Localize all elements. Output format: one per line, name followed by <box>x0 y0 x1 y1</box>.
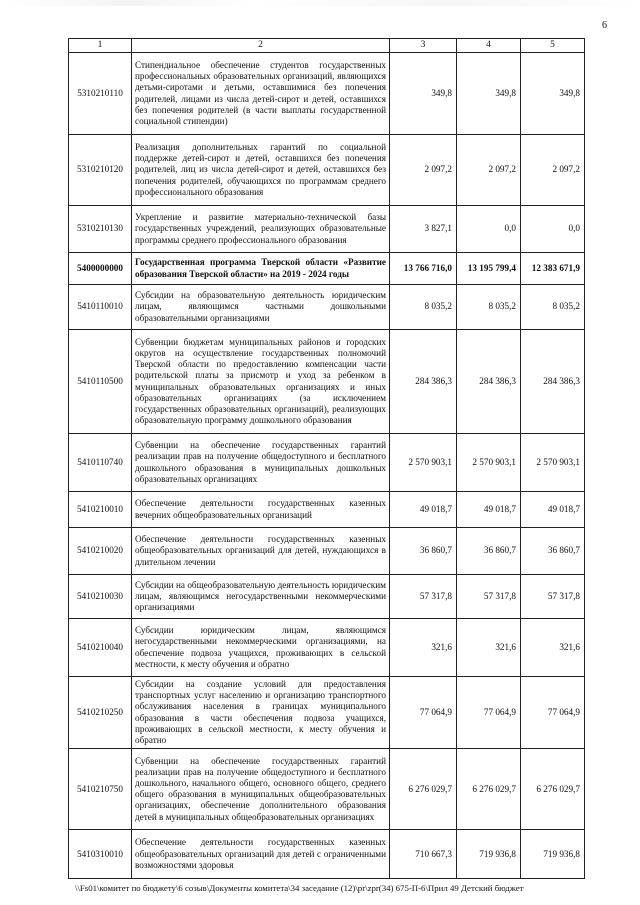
table-row <box>69 285 585 330</box>
row-value-2020: 49 018,7 <box>457 492 521 528</box>
row-value-2020: 57 317,8 <box>457 575 521 619</box>
row-description: Субвенции на обеспечение государственных гарантий реализации прав на получение общедоступного и бесплатного дошкольного, начального общего, основного общего, среднего общего образования в муниципальных общеобразовательных организациях, обеспечение дополнительного образования детей в муниципальных общеобразовательных организациях <box>132 749 390 830</box>
table-row <box>69 492 585 528</box>
row-value-2021: 719 936,8 <box>521 830 585 879</box>
table-row <box>69 619 585 677</box>
row-description: Стипендиальное обеспечение студентов государственных профессиональных образовательных организаций, являющихся детьми-сиротами и детьми, оставшимися без попечения родителей, лицами из числа детей-сирот и детей, оставшихся без попечения родителей (в части выплаты государственной социальной стипендии) <box>132 53 390 135</box>
budget-table <box>68 38 585 879</box>
table-row <box>69 528 585 575</box>
row-description: Реализация дополнительных гарантий по социальной поддержке детей-сирот и детей, оставшихся без попечения родителей, лиц из числа детей-сирот и детей, оставшихся без попечения родителей, обучающихся по программам среднего профессионального образования <box>132 135 390 206</box>
row-value-2019: 321,6 <box>390 619 457 677</box>
row-description: Субвенции на обеспечение государственных гарантий реализации прав на получение общедоступного и бесплатного дошкольного образования в муниципальных дошкольных образовательных организациях <box>132 434 390 492</box>
column-header: 1 <box>69 39 132 53</box>
row-description: Государственная программа Тверской области «Развитие образования Тверской области» на 2019 - 2024 годы <box>132 253 390 285</box>
row-value-2020: 13 195 799,4 <box>457 253 521 285</box>
column-header: 2 <box>132 39 390 53</box>
row-value-2020: 2 097,2 <box>457 135 521 206</box>
column-header: 5 <box>521 39 585 53</box>
row-value-2021: 77 064,9 <box>521 677 585 749</box>
row-value-2020: 36 860,7 <box>457 528 521 575</box>
row-description: Субвенции бюджетам муниципальных районов и городских округов на осуществление государственных полномочий Тверской области по предоставлению компенсации части родительской платы за присмотр и уход за ребенком в муниципальных образовательных организациях и иных образовательных организациях (за исключением государственных образовательных организаций), реализующих образовательную программу дошкольного образования <box>132 330 390 434</box>
row-value-2019: 57 317,8 <box>390 575 457 619</box>
row-value-2021: 57 317,8 <box>521 575 585 619</box>
row-code: 5410210010 <box>69 492 132 528</box>
row-value-2019: 77 064,9 <box>390 677 457 749</box>
row-description: Обеспечение деятельности государственных казенных общеобразовательных организаций для детей, нуждающихся в длительном лечении <box>132 528 390 575</box>
row-description: Обеспечение деятельности государственных казенных общеобразовательных организаций для детей с ограниченными возможностями здоровья <box>132 830 390 879</box>
row-code: 5410210040 <box>69 619 132 677</box>
row-description: Субсидии юридическим лицам, являющимся негосударственными некоммерческими организациями, на обеспечение подвоза учащихся, проживающих в сельской местности, к месту обучения и обратно <box>132 619 390 677</box>
file-path-footer: \\Fs01\комитет по бюджету\6 созыв\Документы комитета\34 заседание (12)\pr\zpr(34) 675-П-6\Прил 49 Детский бюджет <box>75 883 524 893</box>
row-value-2021: 49 018,7 <box>521 492 585 528</box>
row-code: 5410110010 <box>69 285 132 330</box>
row-value-2020: 0,0 <box>457 206 521 253</box>
row-value-2019: 2 097,2 <box>390 135 457 206</box>
row-value-2019: 3 827,1 <box>390 206 457 253</box>
row-value-2019: 349,8 <box>390 53 457 135</box>
row-value-2020: 2 570 903,1 <box>457 434 521 492</box>
row-value-2021: 36 860,7 <box>521 528 585 575</box>
row-description: Укрепление и развитие материально-технической базы государственных учреждений, реализующих образовательные программы среднего профессионального образования <box>132 206 390 253</box>
table-row <box>69 830 585 879</box>
row-value-2020: 719 936,8 <box>457 830 521 879</box>
table-row <box>69 330 585 434</box>
row-code: 5410110500 <box>69 330 132 434</box>
row-value-2021: 0,0 <box>521 206 585 253</box>
row-code: 5410210020 <box>69 528 132 575</box>
row-description: Субсидии на образовательную деятельность юридическим лицам, являющимся частными дошкольными образовательными организациями <box>132 285 390 330</box>
row-value-2020: 349,8 <box>457 53 521 135</box>
row-description: Обеспечение деятельности государственных казенных вечерних общеобразовательных организаций <box>132 492 390 528</box>
row-code: 5310210130 <box>69 206 132 253</box>
row-code: 5410210250 <box>69 677 132 749</box>
row-code: 5410210030 <box>69 575 132 619</box>
row-code: 5410310010 <box>69 830 132 879</box>
row-code: 5310210110 <box>69 53 132 135</box>
row-value-2020: 6 276 029,7 <box>457 749 521 830</box>
row-value-2020: 77 064,9 <box>457 677 521 749</box>
table-row <box>69 677 585 749</box>
row-value-2019: 710 667,3 <box>390 830 457 879</box>
table-row-program <box>69 253 585 285</box>
row-value-2019: 13 766 716,0 <box>390 253 457 285</box>
row-code: 5410110740 <box>69 434 132 492</box>
row-description: Субсидии на создание условий для предоставления транспортных услуг населению и организацию транспортного обслуживания населения в границах муниципального образования в части обеспечения подвоза учащихся, проживающих в сельской местности, к месту обучения и обратно <box>132 677 390 749</box>
row-code: 5400000000 <box>69 253 132 285</box>
table-row <box>69 749 585 830</box>
table-row <box>69 135 585 206</box>
row-code: 5410210750 <box>69 749 132 830</box>
row-description: Субсидии на общеобразовательную деятельность юридическим лицам, являющимся негосударственными некоммерческими организациями <box>132 575 390 619</box>
row-value-2021: 2 570 903,1 <box>521 434 585 492</box>
row-value-2021: 12 383 671,9 <box>521 253 585 285</box>
table-row <box>69 434 585 492</box>
row-code: 5310210120 <box>69 135 132 206</box>
row-value-2021: 8 035,2 <box>521 285 585 330</box>
row-value-2020: 284 386,3 <box>457 330 521 434</box>
column-header: 3 <box>390 39 457 53</box>
table-row <box>69 575 585 619</box>
row-value-2019: 8 035,2 <box>390 285 457 330</box>
row-value-2020: 321,6 <box>457 619 521 677</box>
table-row <box>69 206 585 253</box>
row-value-2019: 36 860,7 <box>390 528 457 575</box>
row-value-2021: 349,8 <box>521 53 585 135</box>
table-row <box>69 53 585 135</box>
column-header: 4 <box>457 39 521 53</box>
row-value-2019: 49 018,7 <box>390 492 457 528</box>
table-header-row <box>69 39 585 53</box>
row-value-2020: 8 035,2 <box>457 285 521 330</box>
page-number: 6 <box>602 20 607 31</box>
row-value-2019: 284 386,3 <box>390 330 457 434</box>
row-value-2019: 6 276 029,7 <box>390 749 457 830</box>
row-value-2021: 284 386,3 <box>521 330 585 434</box>
row-value-2021: 2 097,2 <box>521 135 585 206</box>
row-value-2021: 6 276 029,7 <box>521 749 585 830</box>
row-value-2019: 2 570 903,1 <box>390 434 457 492</box>
row-value-2021: 321,6 <box>521 619 585 677</box>
scan-edge-noise <box>0 0 640 6</box>
